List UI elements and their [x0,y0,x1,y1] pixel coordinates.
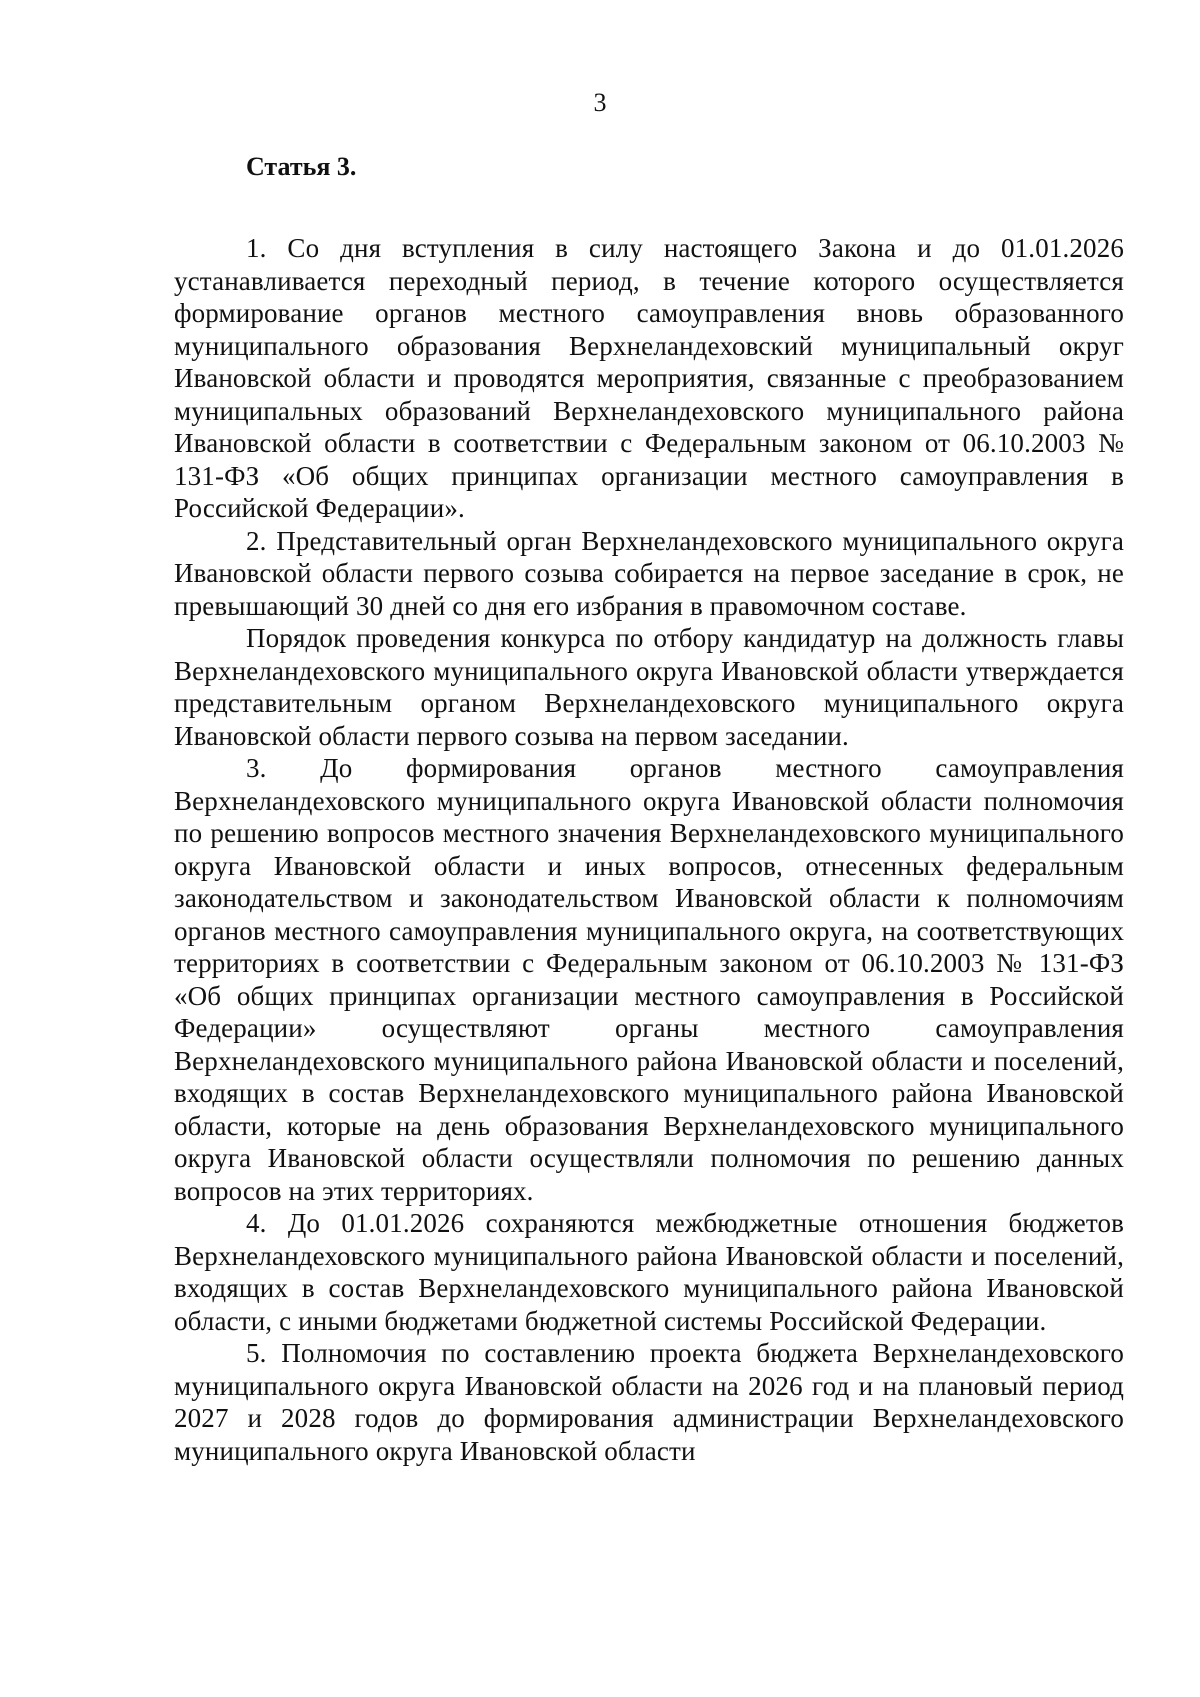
paragraph-4: 4. До 01.01.2026 сохраняются межбюджетные отношения бюджетов Верхнеландеховского муниципального района Ивановской области и поселений, входящих в состав Верхнеландеховского муниципального района Ивановской области, с иными бюджетами бюджетной системы Российской Федерации. [174,1208,1124,1336]
article-title: Статья 3. [246,152,357,181]
paragraph-2: 2. Представительный орган Верхнеландеховского муниципального округа Ивановской области первого созыва собирается на первое заседание в срок, не превышающий 30 дней со дня его избрания в правомочном составе. [174,525,1124,621]
paragraph-3: 3. До формирования органов местного самоуправления Верхнеландеховского муниципального округа Ивановской области полномочия по решению вопросов местного значения Верхнеландеховского муниципального округа Ивановской области и иных вопросов, отнесенных федеральным законодательством и законодательством Ивановской области к полномочиям органов местного самоуправления муниципального округа, на соответствующих территориях в соответствии с Федеральным законом от 06.10.2003 № 131-ФЗ «Об общих принципах организации местного самоуправления в Российской Федерации» осуществляют органы местного самоуправления Верхнеландеховского муниципального района Ивановской области и поселений, входящих в состав Верхнеландеховского муниципального района Ивановской области, которые на день образования Верхнеландеховского муниципального округа Ивановской области осуществляли полномочия по решению данных вопросов на этих территориях. [174,753,1124,1206]
document-content [174,150,1124,1467]
paragraph-1: 1. Со дня вступления в силу настоящего Закона и до 01.01.2026 устанавливается переходный период, в течение которого осуществляется формирование органов местного самоуправления вновь образованного муниципального образования Верхнеландеховский муниципальный округ Ивановской области и проводятся мероприятия, связанные с преобразованием муниципальных образований Верхнеландеховского муниципального района Ивановской области в соответствии с Федеральным законом от 06.10.2003 № 131-ФЗ «Об общих принципах организации местного самоуправления в Российской Федерации». [174,233,1124,523]
paragraph-5: 5. Полномочия по составлению проекта бюджета Верхнеландеховского муниципального округа Ивановской области на 2026 год и на плановый период 2027 и 2028 годов до формирования администрации Верхнеландеховского муниципального округа Ивановской области [174,1338,1124,1466]
article-body [174,232,1124,1467]
page-number: 3 [593,88,607,117]
paragraph-2-procedure: Порядок проведения конкурса по отбору кандидатур на должность главы Верхнеландеховского муниципального округа Ивановской области утверждается представительным органом Верхнеландеховского муниципального округа Ивановской области первого созыва на первом заседании. [174,623,1124,751]
